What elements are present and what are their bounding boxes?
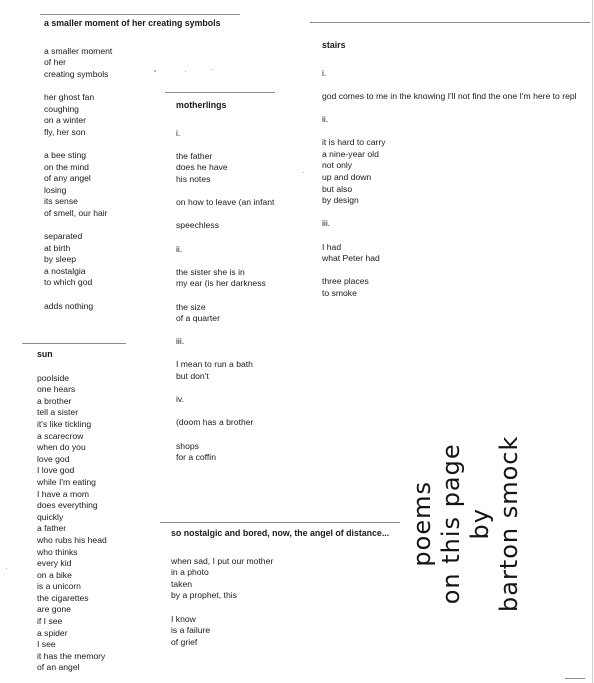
poem-line: it's like tickling [37,418,92,429]
poem-line: I know [171,613,196,624]
poem-line: does everything [37,500,98,511]
poem-line [176,186,274,198]
poem-line [322,207,577,219]
poem-line [176,348,274,360]
poem-body [322,68,577,300]
poem-line: by design [322,195,359,206]
poem-line: if I see [37,616,63,627]
poem-line [322,79,577,91]
poem-line: of an angel [37,662,80,673]
poem-motherlings [176,100,274,464]
poem-line: i. [176,127,181,138]
poem-line: iii. [176,336,185,347]
poem-body [176,128,274,464]
poem-line: quickly [37,511,64,522]
poem-line: a scarecrow [37,430,84,441]
poem-line [322,265,577,277]
poem-line [322,126,577,138]
credit-line: by [466,508,494,540]
poem-line: not only [322,160,353,171]
poem-line: a bee sting [44,149,87,160]
poem-line: his notes [176,173,211,184]
poem-line: who thinks [37,546,78,557]
poem-line: of a quarter [176,313,220,324]
poem-line: love god [37,453,70,464]
credit-line: barton smock [495,435,523,612]
poem-line: to which god [44,277,93,288]
poem-line: the father [176,150,213,161]
poem-line: a spider [37,627,68,638]
poem-line: up and down [322,171,372,182]
poem-line: I love god [37,465,75,476]
poem-title: so nostalgic and bored, now, the angel of distance... [171,528,390,538]
poem-line: it is hard to carry [322,137,386,148]
poem-title: sun [37,349,53,359]
poem-line: I see [37,639,56,650]
poem-line [176,429,274,441]
poem-line: separated [44,231,83,242]
poem-line: on the mind [44,161,89,172]
poem-line: a nine-year old [322,148,379,159]
poem-line: a smaller moment [44,45,113,56]
poem-line: what Peter had [322,253,380,264]
clipping-edge [22,343,126,344]
poem-line: of any angel [44,173,91,184]
poem-line: does he have [176,162,228,173]
poem-sun [37,349,107,674]
poem-line: iii. [322,218,331,229]
poem-nostalgic [171,528,389,648]
poem-line: ii. [322,113,329,124]
poem-line [176,383,274,395]
poem-line [176,209,274,221]
poem-line: ii. [176,243,183,254]
clipping-edge [160,522,400,523]
poem-line [171,602,389,614]
scan-speck [6,568,7,569]
poem-title: stairs [322,40,346,50]
poem-line: but don't [176,371,209,382]
clipping-edge [565,678,585,679]
poem-line: of her [44,57,66,68]
poem-line: fly, her son [44,126,86,137]
poem-line: the sister she is in [176,266,245,277]
poem-line: are gone [37,604,71,615]
poem-line: but also [322,183,353,194]
poem-line: in a photo [171,567,209,578]
poem-line [176,290,274,302]
poem-line: is a unicorn [37,581,81,592]
poem-stairs [322,40,577,299]
poem-line: shops [176,440,199,451]
poem-line: poolside [37,372,70,383]
handwritten-credit [408,436,524,612]
poem-line: losing [44,184,67,195]
poem-line: on a winter [44,115,87,126]
poem-line: when do you [37,442,86,453]
poem-line: god comes to me in the knowing I'll not find the one I'm here to repl [322,90,577,101]
poem-line: who rubs his head [37,534,107,545]
poem-line: for a coffin [176,452,216,463]
poem-line: a father [37,523,67,534]
poem-line: at birth [44,242,71,253]
poem-line: a nostalgia [44,265,86,276]
poem-line: three places [322,276,369,287]
poem-line: speechless [176,220,219,231]
poem-line: I mean to run a bath [176,359,253,370]
poem-line: it has the memory [37,650,106,661]
poem-line: I had [322,241,342,252]
poem-line: coughing [44,103,79,114]
poem-line: the cigarettes [37,592,89,603]
poem-line: I have a mom [37,488,90,499]
poem-line: on a bike [37,569,72,580]
poem-line: of grief [171,636,198,647]
clipping-edge [310,22,590,23]
poem-line: its sense [44,196,78,207]
credit-line: on this page [437,443,465,605]
page-edge [592,0,593,683]
poem-title: a smaller moment of her creating symbols [44,18,221,28]
poem-line [176,325,274,337]
poem-body [37,373,107,674]
credit-line: poems [408,481,436,567]
poem-body [171,556,389,649]
clipping-edge [40,14,240,15]
scan-speck [303,172,304,173]
poem-line [176,232,274,244]
poem-line [176,139,274,151]
poem-line [322,230,577,242]
poem-line: one hears [37,384,76,395]
poem-line: of smell, our hair [44,207,108,218]
poem-line: to smoke [322,287,357,298]
poem-line: her ghost fan [44,91,95,102]
poem-line: on how to leave (an infant [176,197,275,208]
poem-line: adds nothing [44,300,94,311]
poem-line: the size [176,301,206,312]
poem-line: while I'm eating [37,476,96,487]
poem-line: tell a sister [37,407,79,418]
poem-line [176,255,274,267]
poem-line [176,406,274,418]
poem-line [44,80,220,92]
poem-title: motherlings [176,100,227,110]
poem-line: every kid [37,558,72,569]
poem-line: by sleep [44,254,77,265]
poem-line: (doom has a brother [176,417,254,428]
poem-line: creating symbols [44,68,109,79]
poem-line: i. [322,67,327,78]
poem-line: iv. [176,394,184,405]
poem-line: by a prophet, this [171,590,237,601]
poem-line: taken [171,578,193,589]
poem-line: when sad, I put our mother [171,555,274,566]
poem-line: a brother [37,395,72,406]
poem-line: is a failure [171,625,211,636]
poem-line [322,102,577,114]
poem-line: my ear (is her darkness [176,278,266,289]
